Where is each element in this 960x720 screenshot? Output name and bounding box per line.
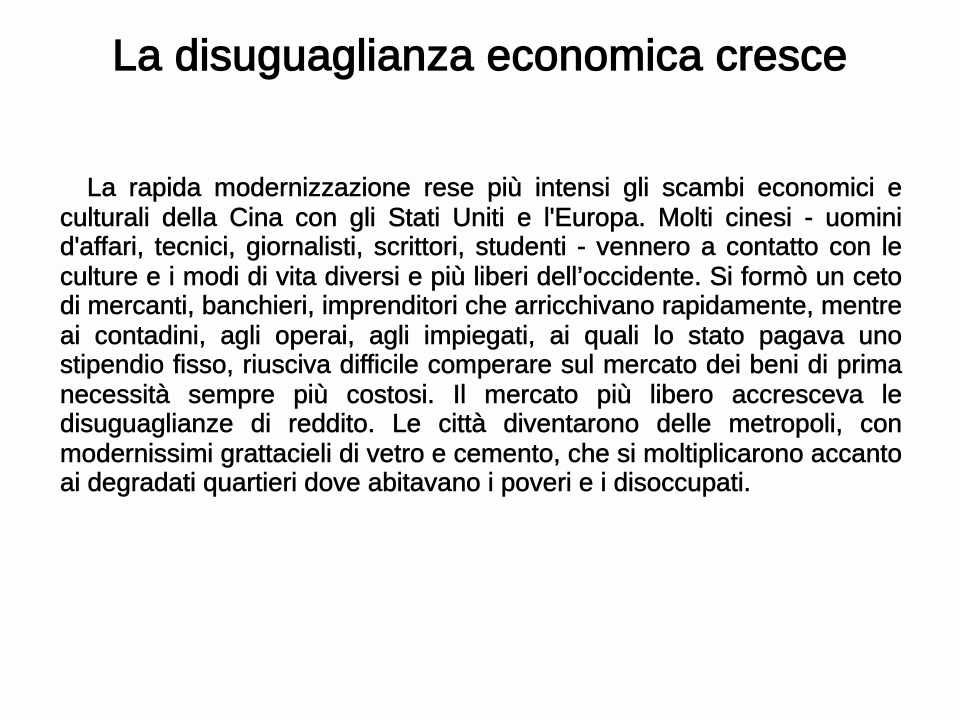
slide-body-text: La rapida modernizzazione rese più intensi gli scambi economici e culturali della Cina con gli Stati Uniti e l'Europa. Molti cinesi - uomini d'affari, tecnici, giornalisti, scrittori, studenti - vennero a contatto con le culture e i modi di vita diversi e più liberi dell’occidente. Si formò un ceto di mercanti, banchieri, imprenditori che arricchivano rapidamente, mentre ai contadini, agli operai, agli impiegati, ai quali lo stato pagava uno stipendio fisso, riusciva difficile comperare sul mercato dei beni di prima necessità sempre più costosi. Il mercato più libero accresceva le disuguaglianze di reddito. Le città diventarono delle metropoli, con modernissimi grattacieli di vetro e cemento, che si moltiplicarono accanto ai degradati quartieri dove abitavano i poveri e i disoccupati. — [60, 172, 902, 497]
slide-title: La disuguaglianza economica cresce — [112, 31, 848, 80]
